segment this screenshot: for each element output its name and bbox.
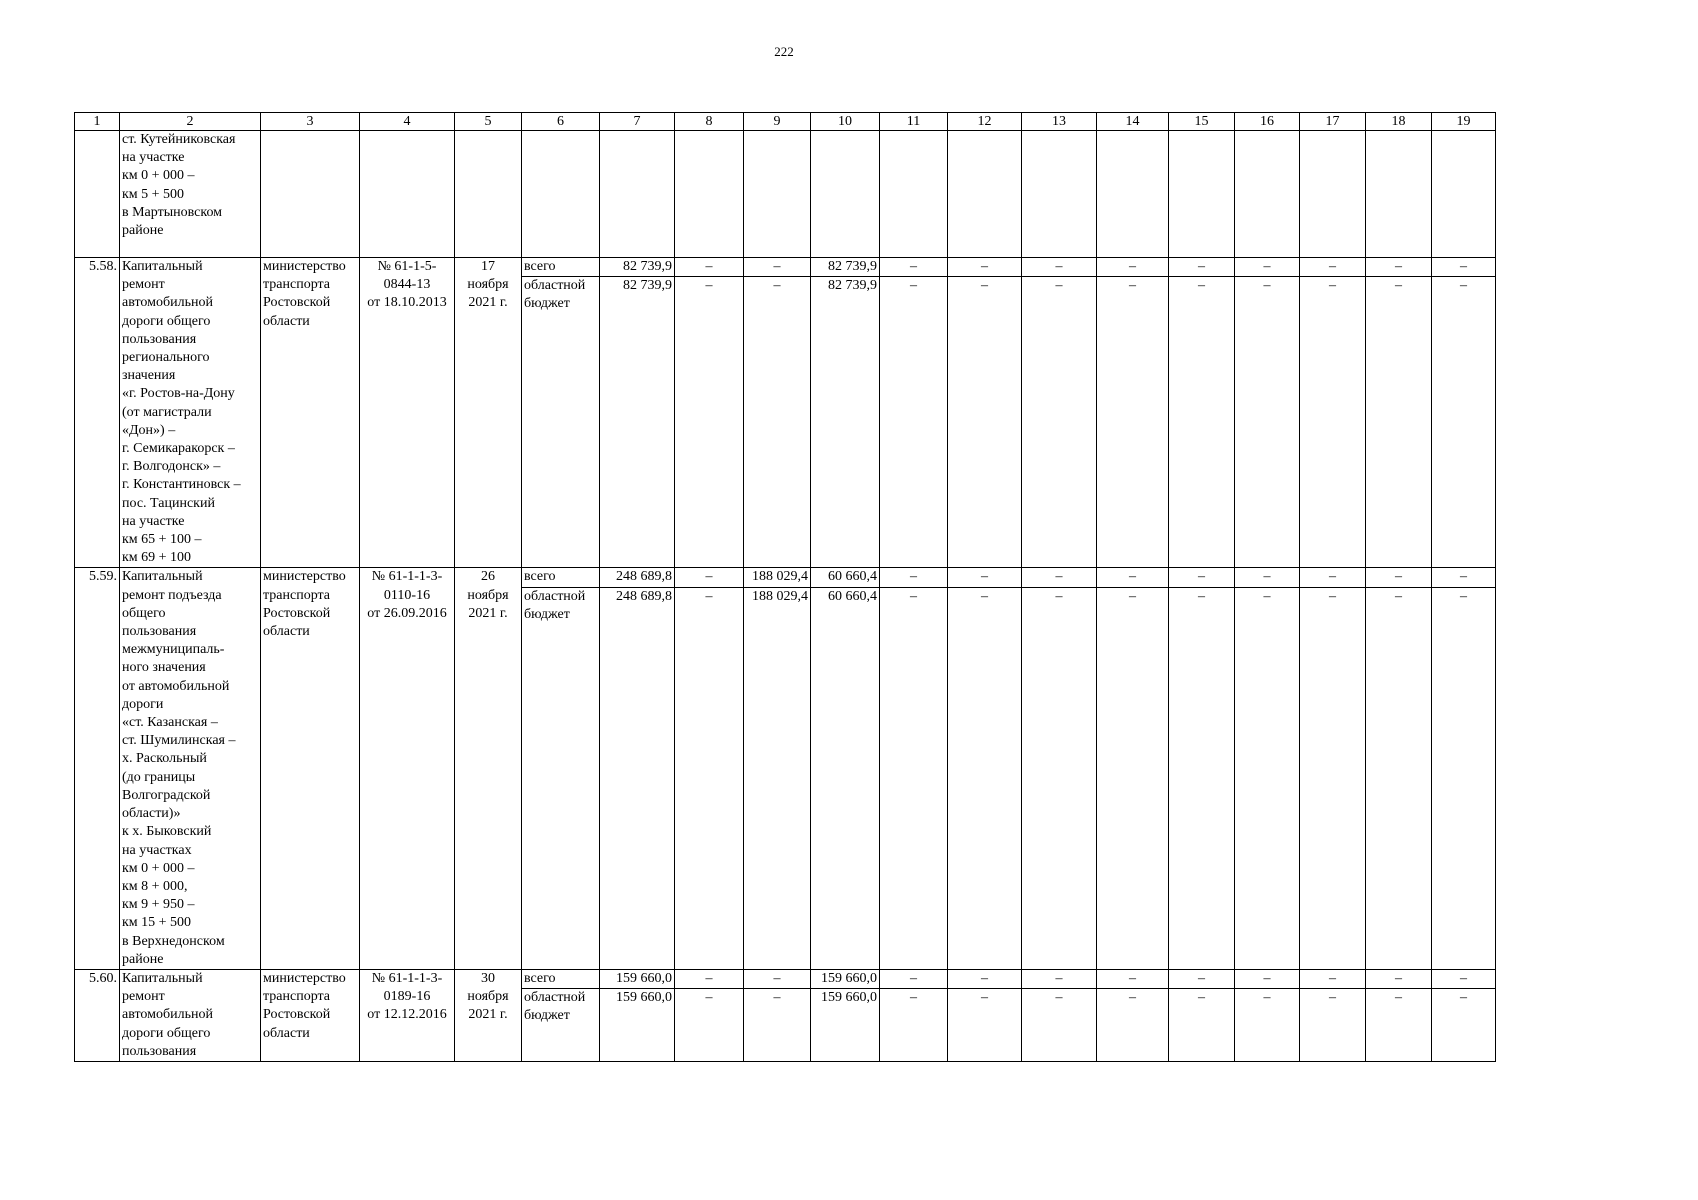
project-name-line: «Дон») – bbox=[122, 422, 176, 438]
expertise-line: 0189-16 bbox=[383, 989, 431, 1005]
project-name-line: км 0 + 000 – bbox=[122, 168, 195, 184]
empty-cell bbox=[1300, 131, 1366, 258]
funding-source-cell bbox=[522, 969, 600, 988]
project-name-cell bbox=[120, 568, 261, 969]
amount-cell: – bbox=[675, 969, 744, 988]
customer-line: транспорта bbox=[263, 587, 331, 603]
empty-cell bbox=[675, 131, 744, 258]
amount-cell: 82 739,9 bbox=[600, 258, 675, 277]
project-name-line: Капитальный bbox=[122, 259, 203, 274]
funding-source-cell bbox=[522, 989, 600, 1062]
column-number-row bbox=[75, 113, 1496, 131]
project-name-line: дороги общего bbox=[122, 1025, 211, 1041]
expertise-line: 0110-16 bbox=[383, 587, 431, 603]
row-number: 5.59. bbox=[75, 568, 120, 969]
row-number-cell bbox=[75, 131, 120, 258]
project-name-line: межмуниципаль- bbox=[122, 642, 225, 658]
project-name-line: км 9 + 950 – bbox=[122, 897, 195, 913]
funding-source-cell bbox=[522, 587, 600, 969]
project-name-line: ст. Шумилинская – bbox=[122, 733, 236, 749]
customer-line: области bbox=[263, 313, 310, 329]
project-name-line: значения bbox=[122, 368, 176, 384]
amount-cell: 82 739,9 bbox=[811, 277, 880, 568]
amount-cell: – bbox=[1366, 568, 1432, 587]
amount-cell: – bbox=[1235, 989, 1300, 1062]
amount-cell: – bbox=[1235, 277, 1300, 568]
project-name-line: г. Волгодонск» – bbox=[122, 459, 221, 475]
amount-cell: 159 660,0 bbox=[600, 989, 675, 1062]
column-number: 11 bbox=[880, 113, 948, 131]
funding-source-cell bbox=[522, 277, 600, 568]
project-name-line: «ст. Казанская – bbox=[122, 715, 218, 731]
expertise-cell bbox=[360, 568, 455, 969]
project-name-line: Капитальный bbox=[122, 569, 203, 585]
empty-cell bbox=[1235, 131, 1300, 258]
project-name-line: ремонт подъезда bbox=[122, 587, 222, 603]
customer-cell bbox=[261, 258, 360, 568]
amount-cell: 159 660,0 bbox=[811, 969, 880, 988]
project-name-line: Волгоградской bbox=[122, 787, 211, 803]
amount-cell: – bbox=[1300, 277, 1366, 568]
project-name-line: х. Раскольный bbox=[122, 751, 207, 767]
amount-cell: – bbox=[1366, 277, 1432, 568]
empty-cell bbox=[261, 131, 360, 258]
deadline-line: 26 bbox=[481, 569, 495, 585]
budget-table bbox=[74, 112, 1496, 1062]
expertise-line: № 61-1-1-3- bbox=[371, 970, 443, 986]
customer-line: министерство bbox=[263, 569, 346, 585]
column-number: 9 bbox=[744, 113, 811, 131]
empty-cell bbox=[455, 131, 522, 258]
carryover-row bbox=[75, 131, 1496, 258]
funding-source-cell bbox=[522, 258, 600, 277]
expertise-cell bbox=[360, 258, 455, 568]
column-number: 18 bbox=[1366, 113, 1432, 131]
column-number: 6 bbox=[522, 113, 600, 131]
project-name-line: к х. Быковский bbox=[122, 824, 212, 840]
amount-cell: – bbox=[1432, 989, 1496, 1062]
project-name-line: (до границы bbox=[122, 769, 196, 785]
project-name-line: «г. Ростов-на-Дону bbox=[122, 386, 235, 402]
amount-cell: – bbox=[744, 969, 811, 988]
amount-cell: 159 660,0 bbox=[811, 989, 880, 1062]
funding-source-line: всего bbox=[524, 970, 556, 986]
empty-cell bbox=[600, 131, 675, 258]
amount-cell: – bbox=[880, 277, 948, 568]
funding-source-line: областной bbox=[524, 588, 586, 604]
row-number: 5.60. bbox=[75, 969, 120, 1061]
amount-cell: – bbox=[1366, 969, 1432, 988]
funding-source-line: всего bbox=[524, 259, 556, 274]
customer-line: Ростовской bbox=[263, 295, 331, 311]
project-name-line: км 5 + 500 bbox=[122, 186, 185, 202]
amount-cell: – bbox=[1022, 258, 1097, 277]
customer-line: области bbox=[263, 624, 310, 640]
customer-cell bbox=[261, 969, 360, 1061]
project-name-line: ст. Кутейниковская bbox=[122, 132, 236, 147]
amount-cell: – bbox=[1169, 258, 1235, 277]
amount-cell: – bbox=[1300, 258, 1366, 277]
amount-cell: – bbox=[1366, 989, 1432, 1062]
amount-cell: – bbox=[675, 568, 744, 587]
project-name-cell bbox=[120, 258, 261, 568]
column-number: 14 bbox=[1097, 113, 1169, 131]
deadline-line: 2021 г. bbox=[468, 605, 508, 621]
amount-cell: – bbox=[948, 277, 1022, 568]
deadline-line: ноября bbox=[467, 277, 509, 293]
page-number: 222 bbox=[774, 44, 794, 59]
amount-cell: – bbox=[1022, 587, 1097, 969]
project-name-line: ного значения bbox=[122, 660, 206, 676]
amount-cell: 248 689,8 bbox=[600, 568, 675, 587]
project-name-line: ремонт bbox=[122, 989, 165, 1005]
amount-cell: – bbox=[675, 989, 744, 1062]
project-name-line: пользования bbox=[122, 624, 197, 640]
amount-cell: – bbox=[1300, 969, 1366, 988]
expertise-line: от 26.09.2016 bbox=[367, 605, 447, 621]
amount-cell: – bbox=[1366, 258, 1432, 277]
amount-cell: – bbox=[675, 277, 744, 568]
amount-cell: – bbox=[1235, 568, 1300, 587]
project-name-line: пользования bbox=[122, 331, 197, 347]
amount-cell: 188 029,4 bbox=[744, 568, 811, 587]
amount-cell: – bbox=[744, 277, 811, 568]
amount-cell: – bbox=[1366, 587, 1432, 969]
project-name-line: км 0 + 000 – bbox=[122, 860, 195, 876]
expertise-cell bbox=[360, 969, 455, 1061]
column-number: 19 bbox=[1432, 113, 1496, 131]
project-name-line: пользования bbox=[122, 1043, 197, 1059]
customer-line: транспорта bbox=[263, 277, 331, 293]
deadline-line: 2021 г. bbox=[468, 1007, 508, 1023]
project-name-line: дороги bbox=[122, 696, 164, 712]
amount-cell: – bbox=[1097, 969, 1169, 988]
amount-cell: – bbox=[1300, 989, 1366, 1062]
amount-cell: – bbox=[1300, 568, 1366, 587]
project-name-line: км 69 + 100 bbox=[122, 550, 192, 566]
project-name-line: дороги общего bbox=[122, 313, 211, 329]
amount-cell: – bbox=[880, 258, 948, 277]
amount-cell: – bbox=[1097, 587, 1169, 969]
project-name-line: области)» bbox=[122, 806, 181, 822]
amount-cell: – bbox=[1432, 568, 1496, 587]
column-number: 3 bbox=[261, 113, 360, 131]
amount-cell: – bbox=[1022, 969, 1097, 988]
funding-source-line: бюджет bbox=[524, 606, 570, 622]
amount-cell: – bbox=[1169, 989, 1235, 1062]
deadline-cell bbox=[455, 568, 522, 969]
project-name-cell bbox=[120, 969, 261, 1061]
amount-cell: – bbox=[1235, 587, 1300, 969]
project-name-line: км 8 + 000, bbox=[122, 878, 188, 894]
amount-cell: – bbox=[744, 258, 811, 277]
project-name-line: км 15 + 500 bbox=[122, 915, 192, 931]
amount-cell: – bbox=[880, 989, 948, 1062]
project-name-line: от автомобильной bbox=[122, 678, 230, 694]
amount-cell: – bbox=[744, 989, 811, 1062]
project-name-line: Капитальный bbox=[122, 970, 203, 986]
project-name-line: на участке bbox=[122, 150, 185, 166]
amount-cell: – bbox=[1432, 277, 1496, 568]
amount-cell: 188 029,4 bbox=[744, 587, 811, 969]
empty-cell bbox=[1169, 131, 1235, 258]
project-name-line: г. Семикаракорск – bbox=[122, 441, 235, 457]
amount-cell: – bbox=[1022, 568, 1097, 587]
amount-cell: – bbox=[675, 587, 744, 969]
amount-cell: – bbox=[880, 969, 948, 988]
deadline-line: 30 bbox=[481, 970, 495, 986]
funding-source-cell bbox=[522, 568, 600, 587]
expertise-line: от 18.10.2013 bbox=[367, 295, 447, 311]
funding-source-line: областной bbox=[524, 278, 586, 294]
amount-cell: – bbox=[1300, 587, 1366, 969]
amount-cell: – bbox=[1169, 587, 1235, 969]
column-number: 5 bbox=[455, 113, 522, 131]
project-name-line: в Верхнедонском bbox=[122, 933, 225, 949]
amount-cell: – bbox=[1097, 568, 1169, 587]
amount-cell: – bbox=[1169, 568, 1235, 587]
amount-cell: – bbox=[948, 969, 1022, 988]
column-number: 13 bbox=[1022, 113, 1097, 131]
amount-cell: 248 689,8 bbox=[600, 587, 675, 969]
customer-cell bbox=[261, 568, 360, 969]
project-name-line: на участках bbox=[122, 842, 192, 858]
project-name-line: г. Константиновск – bbox=[122, 477, 241, 493]
empty-cell bbox=[948, 131, 1022, 258]
amount-cell: – bbox=[1432, 258, 1496, 277]
project-name-line: в Мартыновском bbox=[122, 204, 223, 220]
deadline-cell bbox=[455, 969, 522, 1061]
project-name-line: районе bbox=[122, 951, 164, 967]
customer-line: министерство bbox=[263, 970, 346, 986]
amount-cell: 60 660,4 bbox=[811, 568, 880, 587]
project-row bbox=[75, 969, 1496, 988]
amount-cell: – bbox=[1022, 277, 1097, 568]
deadline-cell bbox=[455, 258, 522, 568]
project-name-line: регионального bbox=[122, 350, 210, 366]
project-name-line: пос. Тацинский bbox=[122, 495, 215, 511]
project-row bbox=[75, 258, 1496, 277]
amount-cell: – bbox=[1097, 989, 1169, 1062]
empty-cell bbox=[744, 131, 811, 258]
amount-cell: – bbox=[1169, 277, 1235, 568]
customer-line: министерство bbox=[263, 259, 346, 274]
amount-cell: – bbox=[880, 568, 948, 587]
amount-cell: 159 660,0 bbox=[600, 969, 675, 988]
amount-cell: – bbox=[948, 587, 1022, 969]
empty-cell bbox=[1366, 131, 1432, 258]
column-number: 12 bbox=[948, 113, 1022, 131]
customer-line: Ростовской bbox=[263, 605, 331, 621]
project-name-line: районе bbox=[122, 223, 164, 239]
column-number: 10 bbox=[811, 113, 880, 131]
column-number: 4 bbox=[360, 113, 455, 131]
amount-cell: 60 660,4 bbox=[811, 587, 880, 969]
amount-cell: 82 739,9 bbox=[600, 277, 675, 568]
project-name-line: автомобильной bbox=[122, 1007, 213, 1023]
amount-cell: – bbox=[1432, 587, 1496, 969]
expertise-line: 0844-13 bbox=[383, 277, 431, 293]
amount-cell: – bbox=[880, 587, 948, 969]
funding-source-line: областной bbox=[524, 990, 586, 1006]
empty-cell bbox=[522, 131, 600, 258]
column-number: 8 bbox=[675, 113, 744, 131]
amount-cell: – bbox=[948, 568, 1022, 587]
row-number: 5.58. bbox=[75, 258, 120, 568]
amount-cell: – bbox=[1235, 258, 1300, 277]
funding-source-line: бюджет bbox=[524, 296, 570, 312]
column-number: 15 bbox=[1169, 113, 1235, 131]
empty-cell bbox=[1432, 131, 1496, 258]
amount-cell: – bbox=[1235, 969, 1300, 988]
amount-cell: – bbox=[675, 258, 744, 277]
column-number: 1 bbox=[75, 113, 120, 131]
column-number: 17 bbox=[1300, 113, 1366, 131]
amount-cell: – bbox=[1022, 989, 1097, 1062]
amount-cell: 82 739,9 bbox=[811, 258, 880, 277]
deadline-line: 2021 г. bbox=[468, 295, 508, 311]
project-row bbox=[75, 568, 1496, 587]
empty-cell bbox=[1022, 131, 1097, 258]
empty-cell bbox=[880, 131, 948, 258]
amount-cell: – bbox=[1097, 258, 1169, 277]
expertise-line: от 12.12.2016 bbox=[367, 1007, 447, 1023]
project-name-line: на участке bbox=[122, 513, 185, 529]
empty-cell bbox=[811, 131, 880, 258]
amount-cell: – bbox=[1432, 969, 1496, 988]
column-number: 7 bbox=[600, 113, 675, 131]
project-name-cell bbox=[120, 131, 261, 258]
column-number: 16 bbox=[1235, 113, 1300, 131]
customer-line: области bbox=[263, 1025, 310, 1041]
funding-source-line: всего bbox=[524, 569, 556, 585]
deadline-line: ноября bbox=[467, 989, 509, 1005]
deadline-line: 17 bbox=[481, 259, 495, 274]
expertise-line: № 61-1-5- bbox=[377, 259, 437, 274]
project-name-line: (от магистрали bbox=[122, 404, 212, 420]
project-name-line: общего bbox=[122, 605, 166, 621]
empty-cell bbox=[1097, 131, 1169, 258]
column-number: 2 bbox=[120, 113, 261, 131]
project-name-line: км 65 + 100 – bbox=[122, 532, 202, 548]
amount-cell: – bbox=[1169, 969, 1235, 988]
customer-line: Ростовской bbox=[263, 1007, 331, 1023]
amount-cell: – bbox=[948, 258, 1022, 277]
empty-cell bbox=[360, 131, 455, 258]
amount-cell: – bbox=[948, 989, 1022, 1062]
deadline-line: ноября bbox=[467, 587, 509, 603]
expertise-line: № 61-1-1-3- bbox=[371, 569, 443, 585]
project-name-line: автомобильной bbox=[122, 295, 213, 311]
project-name-line: ремонт bbox=[122, 277, 165, 293]
funding-source-line: бюджет bbox=[524, 1008, 570, 1024]
amount-cell: – bbox=[1097, 277, 1169, 568]
customer-line: транспорта bbox=[263, 989, 331, 1005]
